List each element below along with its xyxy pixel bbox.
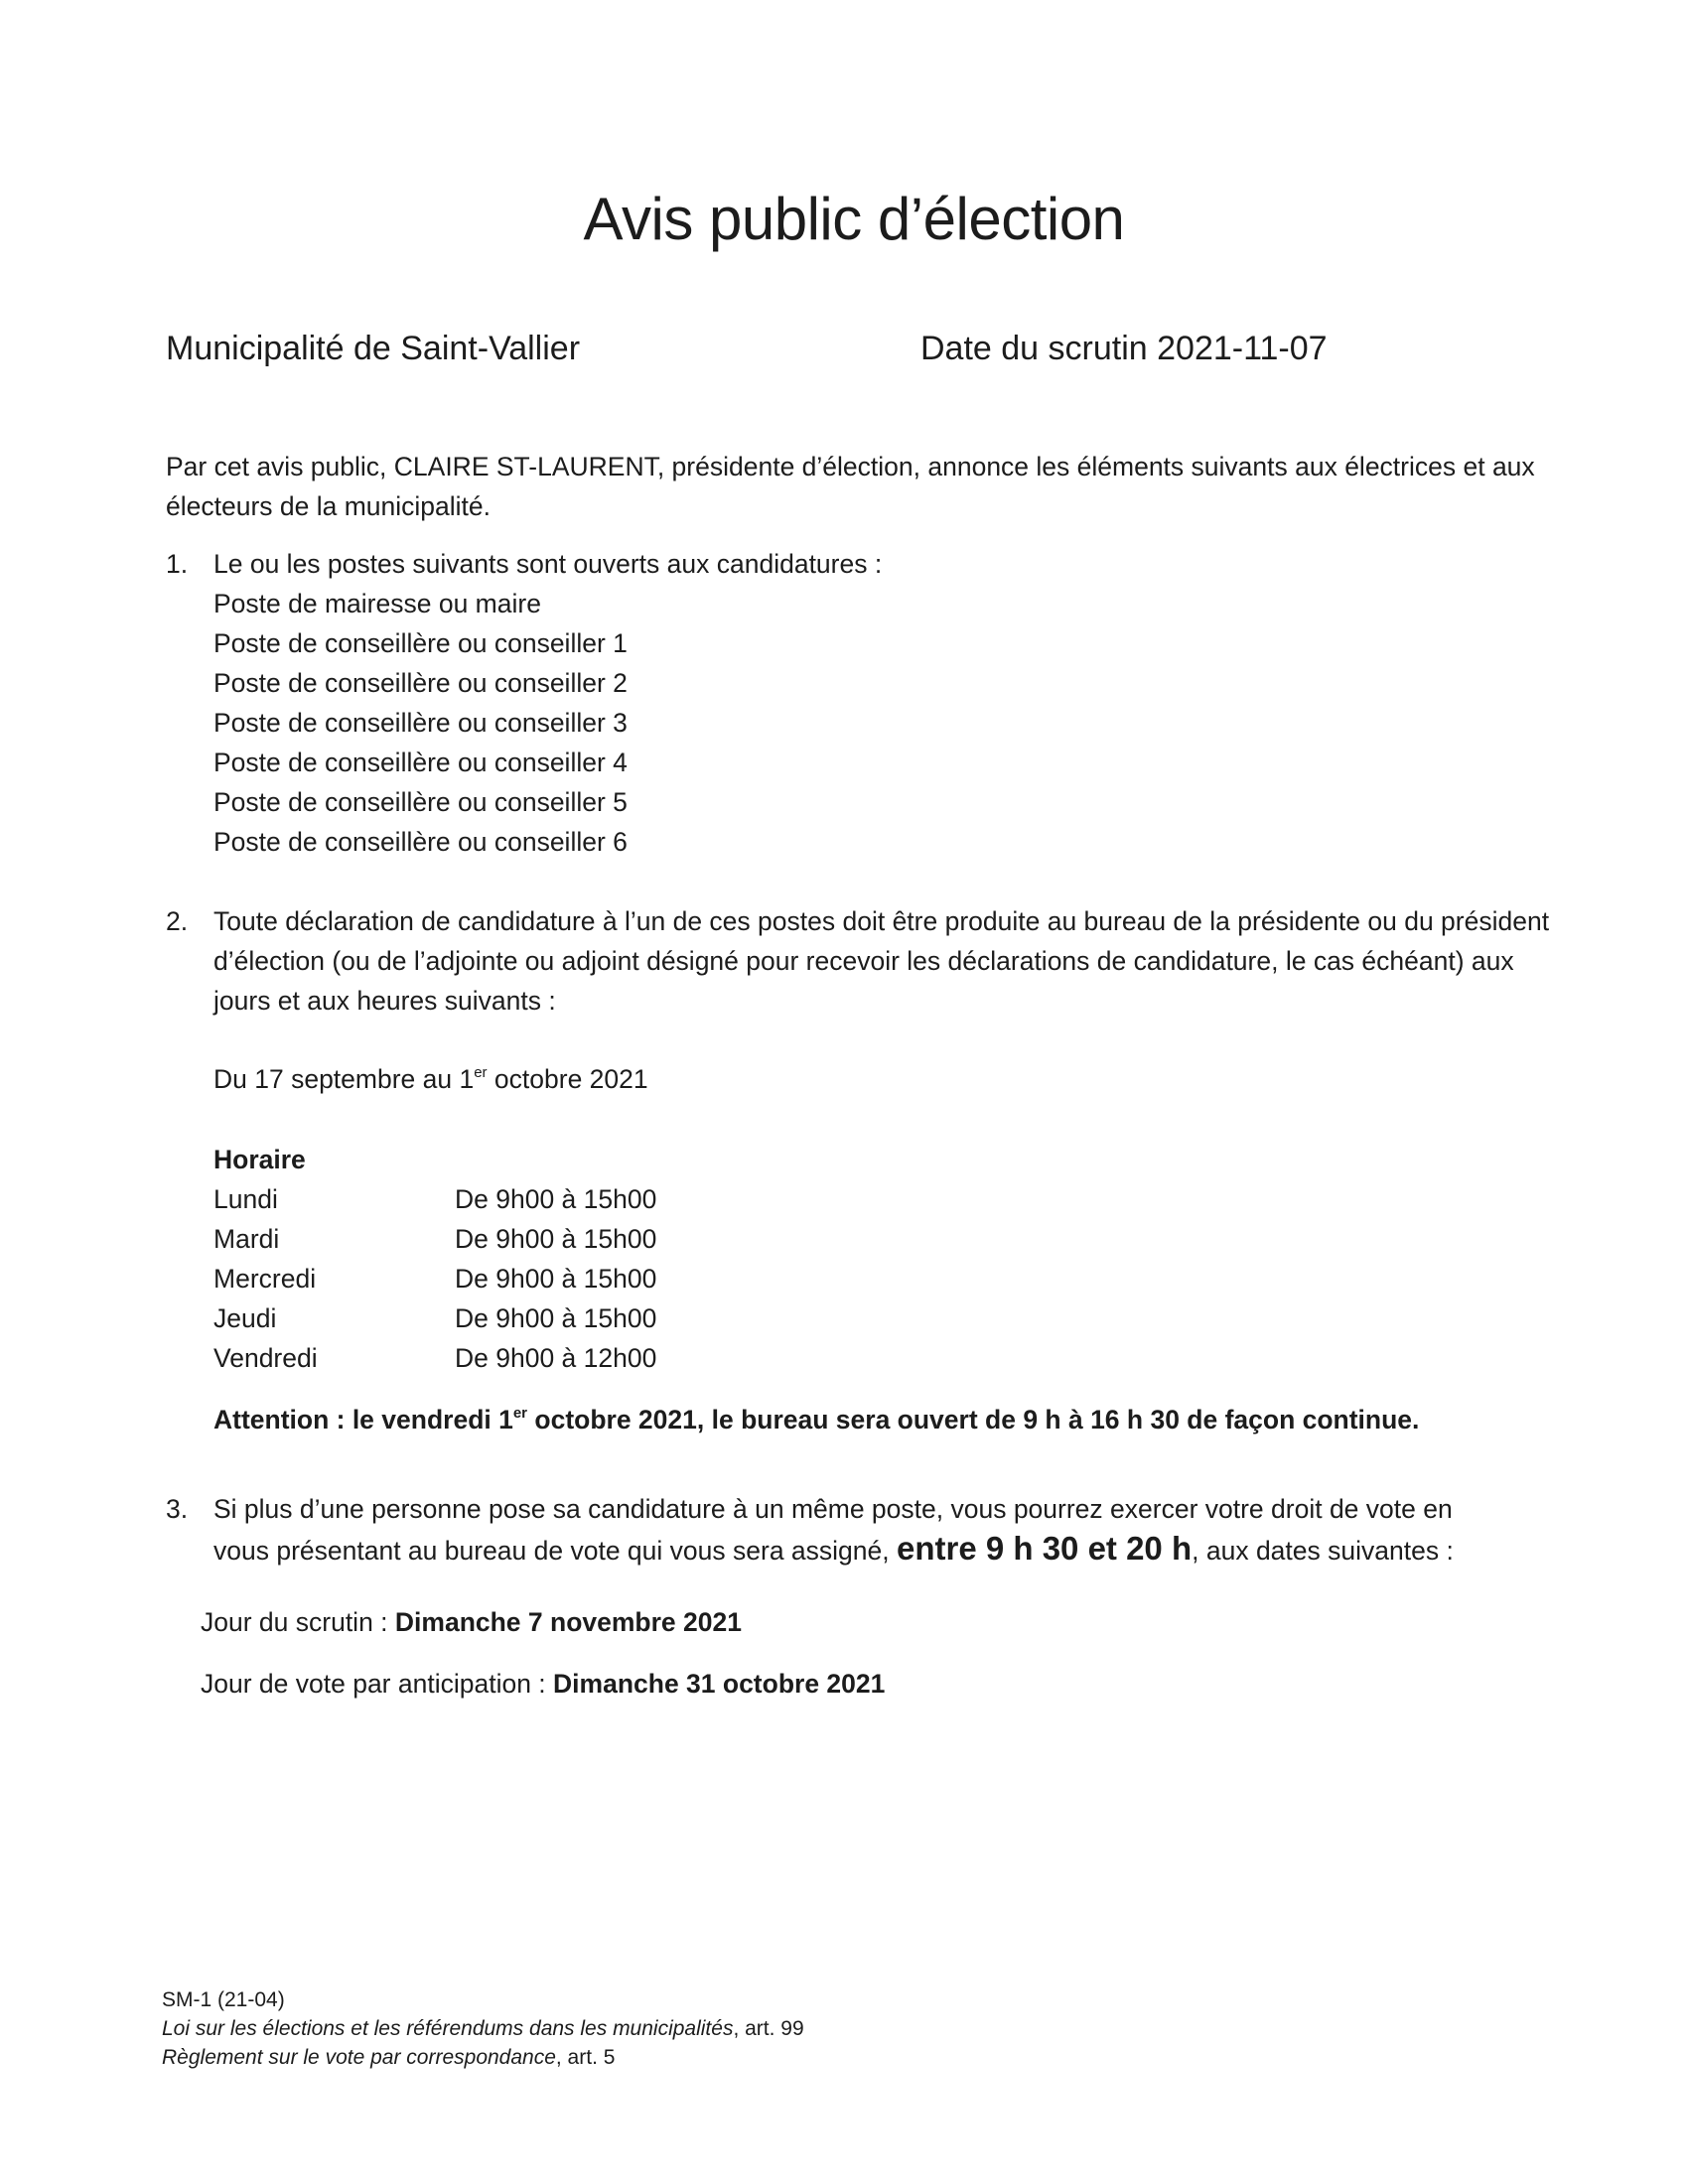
attention-start: Attention : le vendredi 1 — [213, 1405, 513, 1434]
attention-end: octobre 2021, le bureau sera ouvert de 9 h à 16 h 30 de façon continue. — [527, 1405, 1420, 1434]
form-code: SM-1 (21-04) — [162, 1988, 285, 2011]
schedule-hours: De 9h00 à 15h00 — [455, 1264, 657, 1294]
period-sup: er — [474, 1064, 488, 1081]
schedule-table — [213, 1140, 656, 1378]
election-date-header — [920, 330, 1328, 368]
regulation-title: Règlement sur le vote par correspondance — [162, 2046, 556, 2069]
post-item: Poste de conseillère ou conseiller 1 — [213, 628, 628, 658]
regulation-article: , art. 5 — [555, 2046, 616, 2069]
period-start: Du 17 septembre au 1 — [213, 1064, 475, 1094]
law-reference — [162, 2014, 804, 2043]
schedule-day: Vendredi — [213, 1343, 318, 1373]
municipality-name: de Saint-Vallier — [352, 330, 581, 367]
section-3-line-2-start: vous présentant au bureau de vote qui vous sera assigné, — [213, 1536, 897, 1566]
section-3-line-2-end: , aux dates suivantes : — [1192, 1536, 1454, 1566]
election-day-label: Jour du scrutin : — [201, 1607, 395, 1637]
election-date-value: 2021-11-07 — [1157, 330, 1328, 367]
section-1-heading: Le ou les postes suivants sont ouverts aux candidatures : — [213, 549, 883, 579]
schedule-row — [213, 1298, 656, 1338]
schedule-row — [213, 1179, 656, 1219]
regulation-reference — [162, 2043, 804, 2072]
section-3-line-2 — [213, 1529, 1574, 1570]
voting-hours: entre 9 h 30 et 20 h — [896, 1530, 1193, 1567]
schedule-row — [213, 1259, 656, 1298]
footer — [162, 1985, 804, 2072]
section-2 — [213, 901, 1574, 1021]
post-item: Poste de conseillère ou conseiller 3 — [213, 708, 628, 738]
schedule-row — [213, 1219, 656, 1259]
candidacy-period — [213, 1059, 1574, 1099]
law-article: , art. 99 — [733, 2017, 804, 2040]
advance-vote-day — [201, 1664, 885, 1704]
schedule-title: Horaire — [213, 1145, 306, 1174]
schedule-hours: De 9h00 à 12h00 — [455, 1343, 657, 1373]
election-day-value: Dimanche 7 novembre 2021 — [394, 1607, 742, 1637]
section-3 — [213, 1489, 1574, 1570]
section-3-line-1: Si plus d’une personne pose sa candidature à un même poste, vous pourrez exercer votre droit de vote en — [213, 1494, 1453, 1524]
schedule-hours: De 9h00 à 15h00 — [455, 1184, 657, 1214]
attention-sup: er — [512, 1405, 528, 1422]
schedule-day: Lundi — [213, 1184, 278, 1214]
post-item: Poste de conseillère ou conseiller 4 — [213, 748, 628, 777]
section-3-number: 3. — [166, 1494, 189, 1524]
schedule-day: Jeudi — [213, 1303, 277, 1333]
page-title: Avis public d’élection — [583, 186, 1125, 252]
attention-notice — [213, 1400, 1574, 1439]
post-item: Poste de conseillère ou conseiller 6 — [213, 827, 628, 857]
post-item: Poste de conseillère ou conseiller 2 — [213, 668, 628, 698]
schedule-hours: De 9h00 à 15h00 — [455, 1303, 657, 1333]
section-1-number: 1. — [166, 549, 189, 579]
advance-day-value: Dimanche 31 octobre 2021 — [553, 1669, 886, 1699]
section-1 — [213, 544, 1574, 862]
election-date-label: Date du scrutin — [920, 330, 1148, 367]
schedule-day: Mardi — [213, 1224, 280, 1254]
post-item: Poste de conseillère ou conseiller 5 — [213, 787, 628, 817]
intro-paragraph: Par cet avis public, CLAIRE ST-LAURENT, présidente d’élection, annonce les éléments suivants aux électrices et aux électeurs de la municipalité. — [166, 452, 1535, 521]
section-2-number: 2. — [166, 906, 189, 936]
section-2-text: Toute déclaration de candidature à l’un de ces postes doit être produite au bureau de la présidente ou du président d’élection (ou de l’adjointe ou adjoint désigné pour recevoir les déclarations de candidature, le cas échéant) aux jours et aux heures suivants : — [213, 906, 1550, 1016]
advance-day-label: Jour de vote par anticipation : — [201, 1669, 554, 1699]
schedule-hours: De 9h00 à 15h00 — [455, 1224, 657, 1254]
municipality-label: Municipalité — [166, 330, 345, 367]
schedule-day: Mercredi — [213, 1264, 317, 1294]
period-end: octobre 2021 — [487, 1064, 648, 1094]
election-day — [201, 1602, 742, 1642]
municipality-header — [166, 330, 580, 368]
post-item: Poste de mairesse ou maire — [213, 589, 541, 618]
law-title: Loi sur les élections et les référendums dans les municipalités — [162, 2017, 734, 2040]
schedule-row — [213, 1338, 656, 1378]
